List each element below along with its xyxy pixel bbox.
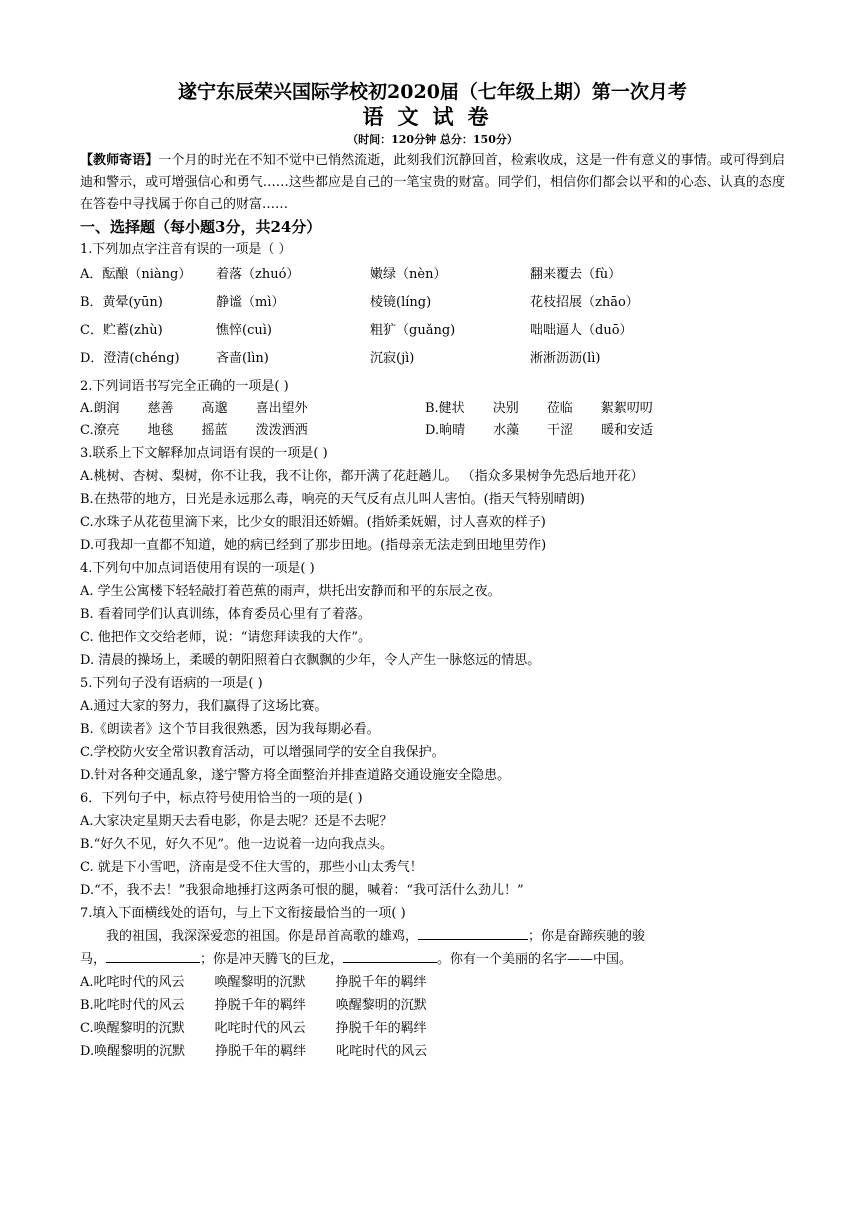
q2-c-2: 地毯 [147, 423, 174, 438]
q7-passage-part-5: 。你有一个美丽的名字——中国。 [437, 952, 633, 967]
q1-c-1: C．贮蓄(zhù) [80, 323, 163, 338]
q7-b-1: B.叱咤时代的风云 [80, 998, 185, 1013]
q4-option-d: D. 清晨的操场上，柔暖的朝阳照着白衣飘飘的少年，令人产生一脉悠远的情思。 [80, 653, 541, 668]
q7-passage-part-3: 马， [80, 952, 107, 967]
q1-b-3: 棱镜(líng) [370, 295, 432, 310]
q3-option-a: A.桃树、杏树、梨树，你不让我，我不让你，都开满了花赶趟儿。 （指众多果树争先恐后地开花） [80, 469, 644, 484]
q7-blank-2 [106, 948, 200, 963]
q7-passage-part-1: 我的祖国，我深深爱恋的祖国。你是昂首高歌的雄鸡， [106, 929, 419, 944]
q7-a-2: 唤醒黎明的沉默 [214, 975, 306, 990]
q7-passage-cont [80, 948, 785, 971]
q5-option-a: A.通过大家的努力，我们赢得了这场比赛。 [80, 699, 328, 714]
q7-option-b [80, 994, 785, 1017]
q5-option-c: C.学校防火安全常识教育活动，可以增强同学的安全自我保护。 [80, 745, 445, 760]
q2-option-b [425, 398, 770, 420]
q2-a-3: 高邈 [201, 401, 228, 416]
q4-option-a: A. 学生公寓楼下轻轻敲打着芭蕉的雨声，烘托出安静而和平的东辰之夜。 [80, 584, 501, 599]
q1-c-2: 憔悴(cuì) [216, 323, 272, 338]
teacher-message-text: 一个月的时光在不知不觉中已悄然流逝，此刻我们沉静回首，检索收成，这是一件有意义的事情。或可得到启迪和警示，或可增强信心和勇气……这些都应是自己的一笔宝贵的财富。同学们，相信你们都会以平和的心态、认真的态度在答卷中寻找属于你自己的财富…… [80, 153, 785, 212]
q1-a-3: 嫩绿（nèn） [370, 267, 447, 282]
q2-d-2: 水藻 [493, 423, 520, 438]
question-7-stem: 7.填入下面横线处的语句，与上下文衔接最恰当的一项( ) [80, 906, 406, 921]
q7-d-2: 挣脱千年的羁绊 [215, 1044, 307, 1059]
section-heading: 一、选择题（每小题3分，共24分） [80, 218, 322, 236]
q7-passage-part-4: ；你是冲天腾飞的巨龙， [200, 952, 344, 967]
q1-a-4: 翻来覆去（fù） [530, 267, 622, 282]
exam-subtitle: 语文试卷 [362, 104, 503, 129]
q7-c-2: 叱咤时代的风云 [214, 1021, 306, 1036]
exam-meta: （时间：120分钟 总分：150分） [347, 133, 518, 146]
q1-a-2: 着落（zhuó） [216, 267, 300, 282]
q7-passage-part-2: ；你是奋蹄疾驰的骏 [528, 929, 646, 944]
q2-option-c [80, 420, 425, 442]
q4-option-b: B. 看着同学们认真训练，体育委员心里有了着落。 [80, 607, 371, 622]
q6-option-c: C. 就是下小雪吧，济南是受不住大雪的，那些小山太秀气！ [80, 860, 423, 875]
q6-option-d: D.“不，我不去！”我狠命地捶打这两条可恨的腿，喊着：“我可活什么劲儿！” [80, 883, 524, 898]
q2-b-3: 莅临 [546, 401, 573, 416]
q3-option-b: B.在热带的地方，日光是永远那么毒，响亮的天气反有点儿叫人害怕。(指天气特别晴朗) [80, 492, 585, 507]
teacher-message-tag: 【教师寄语】 [80, 153, 159, 168]
question-3-stem: 3.联系上下文解释加点词语有误的一项是( ) [80, 446, 328, 461]
q1-d-1: D．澄清(chéng) [80, 351, 180, 366]
q3-option-c: C.水珠子从花苞里滴下来，比少女的眼泪还娇媚。(指娇柔妩媚，讨人喜欢的样子) [80, 515, 546, 530]
q1-b-2: 静谧（mì） [216, 295, 285, 310]
q7-c-3: 挣脱千年的羁绊 [335, 1021, 427, 1036]
q7-c-1: C.唤醒黎明的沉默 [80, 1021, 185, 1036]
q6-option-a: A.大家决定星期天去看电影，你是去呢？还是不去呢？ [80, 814, 393, 829]
teacher-message [80, 150, 785, 216]
question-5-stem: 5.下列句子没有语病的一项是( ) [80, 676, 263, 691]
q7-d-1: D.唤醒黎明的沉默 [80, 1044, 186, 1059]
q2-c-4: 泼泼洒洒 [255, 423, 308, 438]
question-6-stem: 6．下列句子中，标点符号使用恰当的一项的是( ) [80, 791, 363, 806]
q7-passage [80, 925, 785, 948]
q2-row-2 [80, 420, 785, 442]
q1-c-4: 咄咄逼人（duō） [530, 323, 633, 338]
exam-page [80, 80, 785, 1063]
q2-b-1: B.健状 [425, 401, 465, 416]
q1-option-c [80, 317, 785, 345]
q2-d-4: 暖和安适 [601, 423, 654, 438]
q1-option-d [80, 345, 785, 373]
q5-option-d: D.针对各种交通乱象，遂宁警方将全面整治并排查道路交通设施安全隐患。 [80, 768, 511, 783]
q7-b-2: 挣脱千年的羁绊 [214, 998, 306, 1013]
q2-b-2: 决别 [492, 401, 519, 416]
q2-a-1: A.朗润 [80, 401, 120, 416]
q2-option-d [425, 420, 770, 442]
question-4-stem: 4.下列句中加点词语使用有误的一项是( ) [80, 561, 315, 576]
q2-option-a [80, 398, 425, 420]
q4-option-c: C. 他把作文交给老师，说：“请您拜读我的大作”。 [80, 630, 372, 645]
q7-a-3: 挣脱千年的羁绊 [335, 975, 427, 990]
q1-d-3: 沉寂(jì) [370, 351, 415, 366]
question-2-stem: 2.下列词语书写完全正确的一项是( ) [80, 379, 289, 394]
q2-d-3: 干涩 [547, 423, 574, 438]
q2-row-1 [80, 398, 785, 420]
q1-d-2: 吝啬(lìn) [216, 351, 269, 366]
q7-option-d [80, 1040, 785, 1063]
q2-c-1: C.潦亮 [80, 423, 120, 438]
q1-option-b [80, 289, 785, 317]
q1-d-4: 淅淅沥沥(lì) [530, 351, 601, 366]
q1-b-1: B．黄晕(yūn) [80, 295, 163, 310]
q1-option-a [80, 261, 785, 289]
exam-title: 遂宁东辰荣兴国际学校初2020届（七年级上期）第一次月考 [178, 81, 687, 103]
q7-option-a [80, 971, 785, 994]
q7-d-3: 叱咤时代的风云 [336, 1044, 428, 1059]
q3-option-d: D.可我却一直都不知道，她的病已经到了那步田地。(指母亲无法走到田地里劳作) [80, 538, 547, 553]
q7-b-3: 唤醒黎明的沉默 [335, 998, 427, 1013]
q2-c-3: 摇蓝 [201, 423, 228, 438]
q7-blank-3 [343, 948, 437, 963]
q2-d-1: D.晌晴 [425, 423, 466, 438]
q1-c-3: 粗犷（guǎng) [370, 323, 456, 338]
q7-option-c [80, 1017, 785, 1040]
q2-a-4: 喜出望外 [255, 401, 308, 416]
q7-a-1: A.叱咤时代的风云 [80, 975, 185, 990]
q6-option-b: B.“好久不见，好久不见”。他一边说着一边向我点头。 [80, 837, 393, 852]
q7-blank-1 [418, 925, 528, 940]
q1-a-1: A．酝酿（niàng） [80, 267, 192, 282]
q5-option-b: B.《朗读者》这个节目我很熟悉，因为我每期必看。 [80, 722, 380, 737]
question-1-stem: 1.下列加点字注音有误的一项是（ ） [80, 242, 292, 257]
q2-b-4: 絮絮叨叨 [600, 401, 653, 416]
q2-a-2: 慈善 [147, 401, 174, 416]
q1-b-4: 花枝招展（zhāo） [530, 295, 639, 310]
